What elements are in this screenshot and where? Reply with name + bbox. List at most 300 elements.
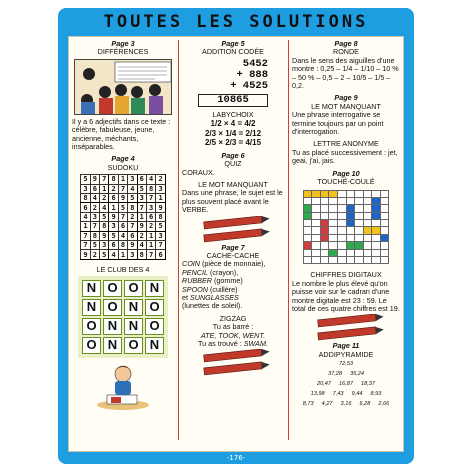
section-title-mot-manquant: LE MOT MANQUANT [198, 179, 268, 189]
crayon-decoration [182, 349, 284, 362]
battleship-cell [380, 234, 389, 241]
sudoku-cell: 9 [100, 231, 109, 240]
battleship-cell [372, 234, 381, 241]
sudoku-cell: 2 [137, 231, 146, 240]
sudoku-cell: 5 [81, 175, 90, 184]
zigzag-line: Tu as barré : [212, 322, 254, 332]
battleship-cell [312, 212, 321, 219]
sudoku-cell: 3 [156, 231, 165, 240]
sudoku-cell: 2 [90, 203, 99, 212]
page-ref: Page 3 [111, 39, 135, 48]
battleship-cell [372, 205, 381, 212]
sudoku-cell: 3 [128, 250, 137, 259]
sudoku-cell: 7 [146, 194, 155, 203]
sudoku-cell: 8 [146, 184, 155, 193]
mot-manquant-text: Dans une phrase, le sujet est le plus souvent placé avant le VERBE. [182, 188, 283, 215]
page-ref: Page 9 [334, 93, 358, 103]
page-ref: Page 11 [332, 341, 360, 351]
sudoku-cell: 5 [118, 203, 127, 212]
battleship-cell [312, 205, 321, 212]
battleship-cell [320, 227, 329, 234]
addition-total: 10865 [198, 94, 268, 107]
sudoku-cell: 2 [128, 212, 137, 221]
battleship-cell [380, 249, 389, 256]
club-cell: O [124, 280, 143, 297]
battleship-cell [355, 190, 364, 197]
sudoku-cell: 8 [90, 231, 99, 240]
sudoku-cell: 4 [128, 184, 137, 193]
sudoku-cell: 3 [81, 184, 90, 193]
battleship-cell [372, 257, 381, 264]
battleship-cell [337, 242, 346, 249]
battleship-row [303, 197, 389, 204]
club-cell: O [82, 337, 101, 354]
sudoku-cell: 3 [90, 212, 99, 221]
battleship-row [303, 227, 389, 234]
page-title: TOUTES LES SOLUTIONS [103, 12, 369, 32]
sudoku-cell: 7 [156, 240, 165, 249]
battleship-cell [346, 249, 355, 256]
club-cell: N [82, 299, 101, 316]
sudoku-cell: 4 [90, 194, 99, 203]
pyramid-value: 16,87 [339, 381, 353, 388]
section-title-mot-manquant: LE MOT MANQUANT [311, 101, 381, 111]
section-title-labychoix: LABYCHOIX [212, 109, 254, 119]
sudoku-cell: 4 [146, 175, 155, 184]
battleship-row [303, 190, 389, 197]
club-cell: O [82, 318, 101, 335]
battleship-cell [372, 190, 381, 197]
lettre-text: Tu as placé successivement : jet, geai, j'ai, jais. [292, 147, 398, 166]
battleship-row [303, 220, 389, 227]
battleship-cell [363, 242, 372, 249]
battleship-cell [337, 220, 346, 227]
battleship-cell [355, 249, 364, 256]
sudoku-cell: 8 [81, 194, 90, 203]
battleship-cell [320, 212, 329, 219]
sudoku-cell: 7 [90, 222, 99, 231]
page-ref: Page 5 [221, 39, 245, 48]
club-row [82, 337, 164, 354]
mot-manquant-text: Une phrase interrogative se termine toujours par un point d'interrogation. [292, 110, 384, 137]
battleship-cell [355, 205, 364, 212]
pyramid-row [292, 399, 400, 409]
sudoku-row [81, 184, 166, 193]
sudoku-cell: 8 [128, 203, 137, 212]
sudoku-cell: 1 [118, 175, 127, 184]
section-title-ronde: RONDE [333, 47, 359, 57]
quiz-answer: CORAUX. [182, 167, 215, 177]
battleship-cell [320, 242, 329, 249]
battleship-cell [320, 190, 329, 197]
sudoku-cell: 3 [137, 194, 146, 203]
battleship-cell [372, 197, 381, 204]
battleship-cell [363, 249, 372, 256]
club-cell: N [103, 318, 122, 335]
column-divider-left [178, 40, 179, 440]
battleship-cell [329, 197, 338, 204]
battleship-row [303, 205, 389, 212]
battleship-cell [346, 205, 355, 212]
battleship-cell [355, 257, 364, 264]
battleship-cell [380, 212, 389, 219]
battleship-cell [303, 242, 312, 249]
labychoix-line: 1/2 × 4 = 4/2 [210, 119, 256, 129]
sudoku-cell: 1 [156, 194, 165, 203]
sudoku-cell: 7 [128, 222, 137, 231]
sudoku-cell: 8 [156, 212, 165, 221]
pyramid-row [292, 359, 400, 369]
battleship-cell [337, 190, 346, 197]
sudoku-cell: 2 [156, 175, 165, 184]
sudoku-cell: 7 [146, 250, 155, 259]
sudoku-cell: 6 [156, 250, 165, 259]
sudoku-cell: 9 [90, 175, 99, 184]
club-row [82, 318, 164, 335]
sudoku-cell: 8 [109, 175, 118, 184]
sudoku-cell: 6 [109, 194, 118, 203]
battleship-cell [346, 257, 355, 264]
battleship-cell [380, 227, 389, 234]
club-cell: N [145, 280, 164, 297]
page-ref: Page 6 [221, 150, 245, 160]
battleship-cell [312, 242, 321, 249]
sudoku-cell: 6 [81, 203, 90, 212]
club-cell: O [145, 318, 164, 335]
zigzag-line: ATE, TOOK, WENT. [200, 330, 266, 340]
sudoku-cell: 9 [156, 203, 165, 212]
ronde-text: Dans le sens des aiguilles d'une montre : 0,25 – 1/4 – 1/10 – 10 % – 50 % – 0,5 – 2 – 10/5 – 1/5 – 0,2. [292, 55, 399, 91]
sudoku-row [81, 250, 166, 259]
pyramid-value: 72,53 [339, 361, 353, 368]
pyramid-value: 8,93 [370, 391, 382, 398]
battleship-cell [337, 205, 346, 212]
club-cell: O [103, 299, 122, 316]
pyramid-row [292, 389, 400, 399]
sudoku-cell: 8 [137, 250, 146, 259]
battleship-cell [372, 220, 381, 227]
sudoku-cell: 1 [146, 231, 155, 240]
battleship-cell [329, 234, 338, 241]
sudoku-cell: 6 [137, 175, 146, 184]
battleship-cell [329, 190, 338, 197]
club-grid [78, 276, 168, 358]
battleship-row [303, 212, 389, 219]
addition-line: + 4525 [230, 79, 268, 92]
section-title-lettre: LETTRE ANONYME [313, 139, 379, 149]
battleship-cell [337, 227, 346, 234]
battleship-cell [303, 212, 312, 219]
sudoku-cell: 8 [118, 240, 127, 249]
sudoku-row [81, 222, 166, 231]
battleship-cell [363, 257, 372, 264]
sudoku-row [81, 203, 166, 212]
addition-block [198, 59, 268, 107]
battleship-cell [355, 227, 364, 234]
addition-line: + 888 [236, 68, 268, 81]
battleship-cell [329, 227, 338, 234]
sudoku-cell: 2 [100, 194, 109, 203]
battleship-cell [372, 212, 381, 219]
battleship-row [303, 249, 389, 256]
comic-illustration [74, 59, 172, 115]
comic-drawing-icon [75, 60, 172, 115]
sudoku-cell: 7 [81, 240, 90, 249]
section-title-cache-cache: CACHE-CACHE [206, 250, 260, 260]
battleship-cell [303, 249, 312, 256]
sudoku-cell: 2 [146, 222, 155, 231]
sudoku-cell: 6 [90, 184, 99, 193]
section-title-touche-coule: TOUCHÉ-COULÉ [317, 177, 375, 187]
sudoku-row [81, 175, 166, 184]
club-cell: N [124, 299, 143, 316]
sudoku-cell: 5 [137, 184, 146, 193]
club-cell: O [145, 299, 164, 316]
sudoku-cell: 5 [100, 250, 109, 259]
sudoku-cell: 3 [128, 175, 137, 184]
battleship-cell [355, 212, 364, 219]
battleship-cell [380, 257, 389, 264]
sudoku-row [81, 240, 166, 249]
cache-line: PENCIL (crayon), [182, 267, 239, 277]
sudoku-cell: 1 [109, 203, 118, 212]
sudoku-cell: 5 [156, 222, 165, 231]
sudoku-cell: 7 [118, 212, 127, 221]
sudoku-row [81, 231, 166, 240]
cache-line: RUBBER (gomme) [182, 276, 243, 286]
battleship-cell [303, 205, 312, 212]
battleship-cell [312, 197, 321, 204]
pyramid-row [292, 379, 400, 389]
battleship-cell [363, 190, 372, 197]
section-title-chiffres: CHIFFRES DIGITAUX [310, 270, 382, 280]
battleship-cell [363, 234, 372, 241]
differences-text: Il y a 6 adjectifs dans ce texte : célèbre, fabuleuse, jeune, ancienne, méchants, inséparables. [72, 116, 171, 152]
sudoku-cell: 7 [118, 184, 127, 193]
sudoku-cell: 3 [156, 184, 165, 193]
crayons-icon [182, 216, 282, 244]
battleship-cell [320, 234, 329, 241]
zigzag-line: Tu as trouvé : SWAM. [198, 339, 268, 349]
addipyramide [292, 359, 400, 409]
battleship-cell [337, 249, 346, 256]
cache-line: et SUNGLASSES [182, 293, 239, 302]
battleship-cell [337, 212, 346, 219]
battleship-cell [355, 234, 364, 241]
column-1 [72, 40, 174, 411]
battleship-cell [337, 257, 346, 264]
sudoku-cell: 1 [146, 240, 155, 249]
page-ref: Page 4 [111, 154, 135, 164]
battleship-cell [380, 190, 389, 197]
battleship-cell [320, 220, 329, 227]
club-cell: N [82, 280, 101, 297]
battleship-cell [303, 227, 312, 234]
battleship-cell [329, 257, 338, 264]
cache-line: SPOON (cuillère) [182, 284, 238, 294]
pyramid-value: 37,28 [328, 371, 342, 378]
sudoku-cell: 3 [146, 203, 155, 212]
sudoku-cell: 3 [109, 222, 118, 231]
chiffres-text: Le nombre le plus élevé qu'on puisse voir sur le cadran d'une montre digitale est 23 : 59. Le total de ces quatre chiffres est 19. [292, 278, 400, 314]
battleship-row [303, 257, 389, 264]
battleship-cell [380, 205, 389, 212]
sudoku-cell: 9 [137, 222, 146, 231]
pyramid-value: 20,47 [317, 381, 331, 388]
battleship-cell [363, 205, 372, 212]
sudoku-cell: 6 [118, 222, 127, 231]
sudoku-cell: 4 [109, 250, 118, 259]
sudoku-cell: 7 [81, 231, 90, 240]
battleship-cell [303, 257, 312, 264]
cache-line: (lunettes de soleil). [182, 301, 243, 311]
battleship-cell [346, 242, 355, 249]
battleship-cell [312, 190, 321, 197]
club-cell: N [145, 337, 164, 354]
battleship-cell [363, 197, 372, 204]
sudoku-cell: 4 [100, 203, 109, 212]
sudoku-cell: 5 [90, 240, 99, 249]
sudoku-cell: 1 [137, 212, 146, 221]
club-cell: O [124, 337, 143, 354]
battleship-cell [329, 249, 338, 256]
sudoku-cell: 7 [137, 203, 146, 212]
sudoku-cell: 9 [109, 212, 118, 221]
page-ref: Page 7 [221, 242, 245, 252]
labychoix-line: 2/3 × 1/4 = 2/12 [204, 128, 262, 138]
battleship-row [303, 242, 389, 249]
battleship-cell [346, 190, 355, 197]
addition-line: 5452 [242, 57, 268, 70]
battleship-cell [355, 197, 364, 204]
pyramid-value: 9,44 [351, 391, 363, 398]
battleship-cell [337, 197, 346, 204]
sudoku-cell: 6 [146, 212, 155, 221]
pyramid-value: 8,73 [302, 401, 314, 408]
section-title-club: LE CLUB DES 4 [96, 264, 150, 274]
battleship-cell [329, 242, 338, 249]
battleship-cell [372, 227, 381, 234]
pyramid-value: 18,37 [361, 381, 375, 388]
sudoku-cell: 9 [118, 194, 127, 203]
section-title-quiz: QUIZ [224, 159, 242, 169]
student-reading-icon [93, 361, 153, 411]
page-number: -176- [226, 454, 246, 462]
pyramid-row [292, 369, 400, 379]
pyramid-value: 2,66 [378, 401, 390, 408]
battleship-cell [303, 190, 312, 197]
sudoku-row [81, 212, 166, 221]
sudoku-cell: 7 [100, 175, 109, 184]
sudoku-row [81, 194, 166, 203]
battleship-cell [320, 257, 329, 264]
pyramid-value: 6,28 [359, 401, 371, 408]
sudoku-cell: 4 [118, 231, 127, 240]
sudoku-cell: 5 [109, 231, 118, 240]
battleship-grid [303, 190, 390, 265]
crayons-icon [292, 314, 400, 342]
pyramid-value: 3,16 [340, 401, 352, 408]
sudoku-cell: 5 [100, 212, 109, 221]
section-title-addition: ADDITION CODÉE [202, 47, 264, 57]
battleship-cell [312, 220, 321, 227]
battleship-cell [303, 197, 312, 204]
battleship-cell [380, 220, 389, 227]
battleship-cell [346, 234, 355, 241]
pyramid-value: 7,43 [332, 391, 344, 398]
battleship-cell [355, 242, 364, 249]
sudoku-cell: 3 [100, 240, 109, 249]
battleship-cell [312, 227, 321, 234]
sudoku-cell: 8 [100, 222, 109, 231]
battleship-cell [346, 220, 355, 227]
battleship-cell [312, 234, 321, 241]
page-ref: Page 8 [334, 39, 358, 48]
battleship-cell [337, 234, 346, 241]
club-cell: O [103, 280, 122, 297]
battleship-row [303, 234, 389, 241]
battleship-cell [346, 197, 355, 204]
battleship-cell [329, 212, 338, 219]
battleship-cell [303, 220, 312, 227]
sudoku-cell: 4 [81, 212, 90, 221]
battleship-cell [363, 227, 372, 234]
sudoku-cell: 1 [118, 250, 127, 259]
crayon-decoration [182, 216, 284, 229]
battleship-cell [363, 220, 372, 227]
battleship-cell [380, 242, 389, 249]
crayons-icon [182, 349, 282, 377]
battleship-cell [346, 227, 355, 234]
battleship-cell [380, 197, 389, 204]
battleship-cell [320, 249, 329, 256]
page-ref: Page 10 [332, 168, 360, 178]
sudoku-grid [80, 174, 166, 260]
sudoku-cell: 6 [128, 231, 137, 240]
section-title-zigzag: ZIGZAG [219, 313, 247, 323]
sudoku-cell: 2 [90, 250, 99, 259]
battleship-cell [312, 249, 321, 256]
crayon-decoration [292, 314, 400, 327]
sudoku-cell: 9 [128, 240, 137, 249]
labychoix-line: 2/5 × 2/3 = 4/15 [204, 138, 262, 148]
battleship-cell [346, 212, 355, 219]
sudoku-cell: 9 [81, 250, 90, 259]
sudoku-cell: 2 [109, 184, 118, 193]
pyramid-value: 35,24 [350, 371, 364, 378]
student-illustration [93, 361, 153, 411]
battleship-cell [320, 205, 329, 212]
club-cell: N [103, 337, 122, 354]
battleship-cell [329, 220, 338, 227]
battleship-cell [320, 197, 329, 204]
cache-line: COIN (pièce de monnaie), [182, 259, 266, 269]
column-divider-right [288, 40, 289, 440]
sudoku-cell: 1 [100, 184, 109, 193]
section-title-sudoku: SUDOKU [107, 162, 139, 172]
club-row [82, 299, 164, 316]
section-title-differences: DIFFÉRENCES [97, 47, 149, 57]
column-2 [182, 40, 284, 363]
pyramid-value: 13,98 [310, 391, 325, 398]
club-row [82, 280, 164, 297]
battleship-cell [329, 205, 338, 212]
section-title-addipyramide: ADDIPYRAMIDE [318, 349, 374, 359]
battleship-cell [363, 212, 372, 219]
club-cell: N [124, 318, 143, 335]
battleship-cell [303, 234, 312, 241]
pyramid-value: 4,27 [321, 401, 333, 408]
